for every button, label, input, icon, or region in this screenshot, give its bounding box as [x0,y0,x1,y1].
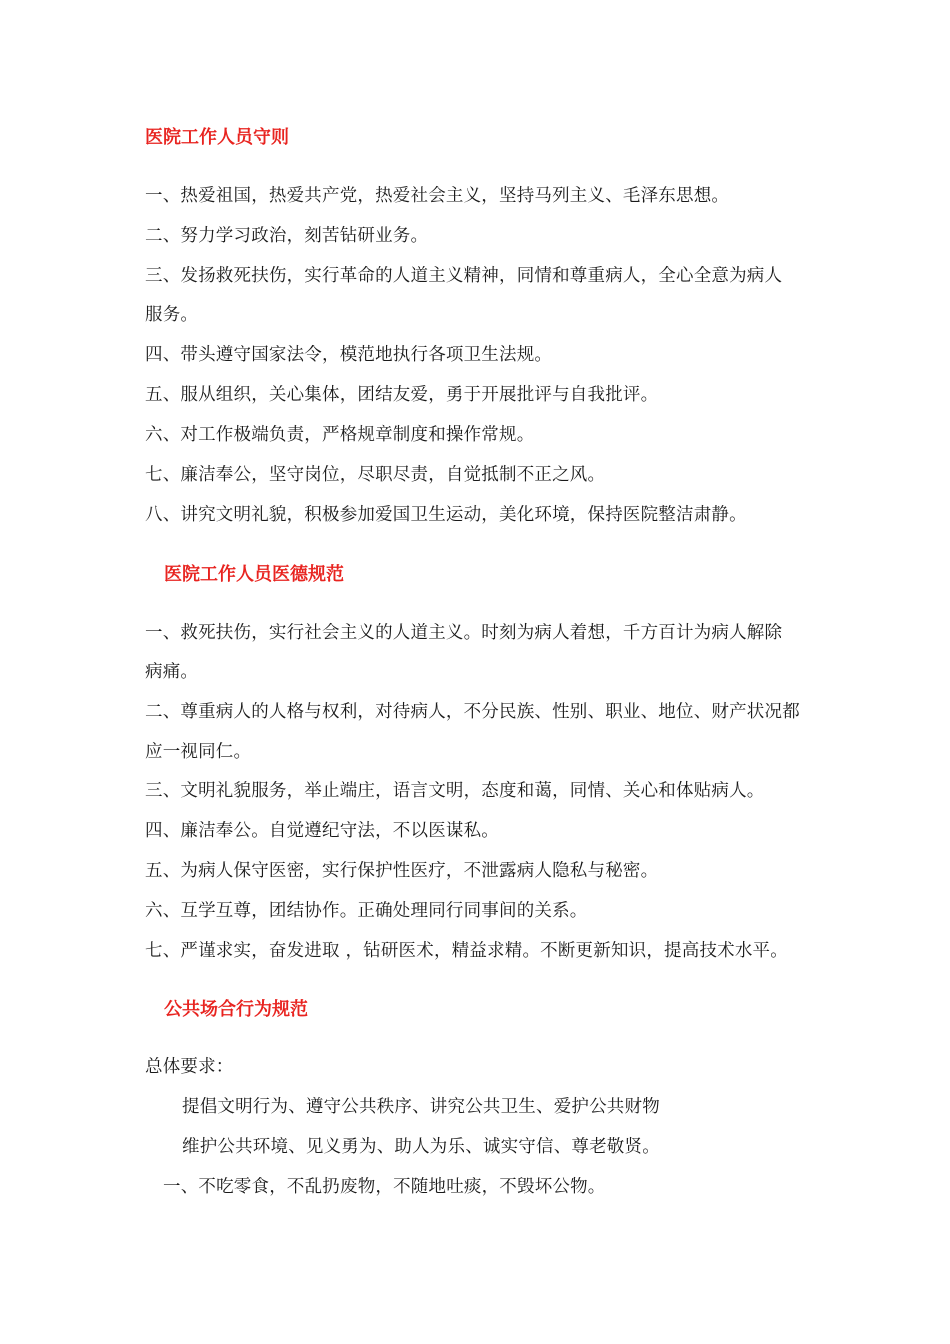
requirement-line: 维护公共环境、见义勇为、助人为乐、诚实守信、尊老敬贤。 [182,1137,660,1157]
list-item: 六、互学互尊，团结协作。正确处理同行同事间的关系。 [145,901,588,921]
list-item: 四、廉洁奉公。自觉遵纪守法，不以医谋私。 [145,821,499,841]
list-item: 五、服从组织，关心集体，团结友爱，勇于开展批评与自我批评。 [145,385,659,405]
section-title-medical-ethics: 医院工作人员医德规范 [164,564,344,585]
requirement-line: 提倡文明行为、遵守公共秩序、讲究公共卫生、爱护公共财物 [182,1097,660,1117]
list-item: 二、努力学习政治，刻苦钻研业务。 [145,226,429,246]
list-item: 七、廉洁奉公，坚守岗位，尽职尽责，自觉抵制不正之风。 [145,465,606,485]
section-title-public-conduct: 公共场合行为规范 [164,999,308,1020]
list-item: 三、文明礼貌服务，举止端庄，语言文明，态度和蔼，同情、关心和体贴病人。 [145,781,765,801]
list-item: 四、带头遵守国家法令，模范地执行各项卫生法规。 [145,345,553,365]
list-item: 一、救死扶伤，实行社会主义的人道主义。时刻为病人着想，千方百计为病人解除 [145,623,783,643]
list-item-continuation: 服务。 [145,305,199,325]
section-title-staff-code: 医院工作人员守则 [145,127,289,148]
list-item: 三、发扬救死扶伤，实行革命的人道主义精神，同情和尊重病人，全心全意为病人 [145,266,783,286]
list-item-continuation: 病痛。 [145,662,199,682]
list-item: 一、热爱祖国，热爱共产党，热爱社会主义，坚持马列主义、毛泽东思想。 [145,186,730,206]
list-item: 五、为病人保守医密，实行保护性医疗，不泄露病人隐私与秘密。 [145,861,659,881]
list-item: 八、讲究文明礼貌，积极参加爱国卫生运动，美化环境，保持医院整洁肃静。 [145,505,747,525]
list-item-continuation: 应一视同仁。 [145,742,252,762]
list-item: 六、对工作极端负责，严格规章制度和操作常规。 [145,425,535,445]
general-requirements-label: 总体要求： [145,1057,234,1077]
list-item: 七、严谨求实，奋发进取 ，钻研医术，精益求精。不断更新知识，提高技术水平。 [145,941,788,961]
list-item: 二、尊重病人的人格与权利，对待病人，不分民族、性别、职业、地位、财产状况都 [145,702,800,722]
list-item: 一、不吃零食，不乱扔废物，不随地吐痰，不毁坏公物。 [163,1177,606,1197]
